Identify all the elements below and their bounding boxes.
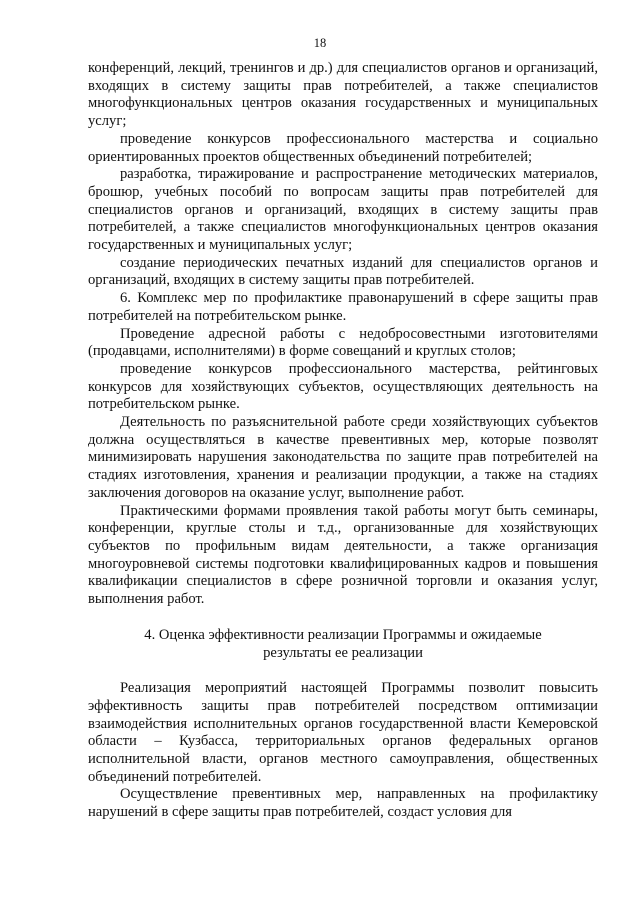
section-heading: 4. Оценка эффективности реализации Программы и ожидаемые результаты ее реализации	[144, 626, 542, 661]
paragraph: Деятельность по разъяснительной работе среди хозяйствующих субъектов должна осуществляться в качестве превентивных мер, которые позволят минимизировать нарушения законодательства по защите прав потребителей на стадиях изготовления, хранения и реализации продукции, а также на стадиях заключения договоров на оказание услуг, выполнение работ.	[88, 414, 598, 501]
paragraph: Практическими формами проявления такой работы могут быть семинары, конференции, круглые столы и т.д., организованные для хозяйствующих субъектов по профильным видам деятельности, а также организация многоуровневой системы подготовки квалифицированных кадров и повышения квалификации специалистов в сфере розничной торговли и оказания услуг, выполнения работ.	[88, 502, 598, 608]
paragraph: 6. Комплекс мер по профилактике правонарушений в сфере защиты прав потребителей на потребительском рынке.	[88, 290, 598, 324]
page-number: 18	[313, 36, 327, 50]
paragraph: проведение конкурсов профессионального мастерства и социально ориентированных проектов общественных объединений потребителей;	[88, 130, 598, 165]
paragraph: разработка, тиражирование и распространение методических материалов, брошюр, учебных пособий по вопросам защиты прав потребителей для специалистов органов и организаций, входящих в систему защиты прав потребителей, а также специалистов многофункциональных центров оказания государственных и муниципальных услуг;	[88, 166, 598, 254]
paragraph: конференций, лекций, тренингов и др.) для специалистов органов и организаций, входящих в систему защиты прав потребителей, а также специалистов многофункциональных центров оказания государственных и муниципальных услуг;	[88, 60, 598, 130]
document-body	[88, 60, 598, 822]
paragraph: Реализация мероприятий настоящей Программы позволит повысить эффективность защиты прав потребителей посредством оптимизации взаимодействия исполнительных органов государственной власти Кемеровской области – Кузбасса, территориальных органов федеральных органов исполнительной власти, органов местного самоуправления, общественных объединений потребителей.	[88, 680, 598, 785]
paragraph: создание периодических печатных изданий для специалистов органов и организаций, входящих в систему защиты прав потребителей.	[88, 254, 598, 289]
paragraph: Проведение адресной работы с недобросовестными изготовителями (продавцами, исполнителями) в форме совещаний и круглых столов;	[88, 325, 598, 360]
paragraph: Осуществление превентивных мер, направленных на профилактику нарушений в сфере защиты прав потребителей, создаст условия для	[88, 786, 598, 821]
paragraph: проведение конкурсов профессионального мастерства, рейтинговых конкурсов для хозяйствующих субъектов, осуществляющих деятельность на потребительском рынке.	[88, 360, 598, 413]
